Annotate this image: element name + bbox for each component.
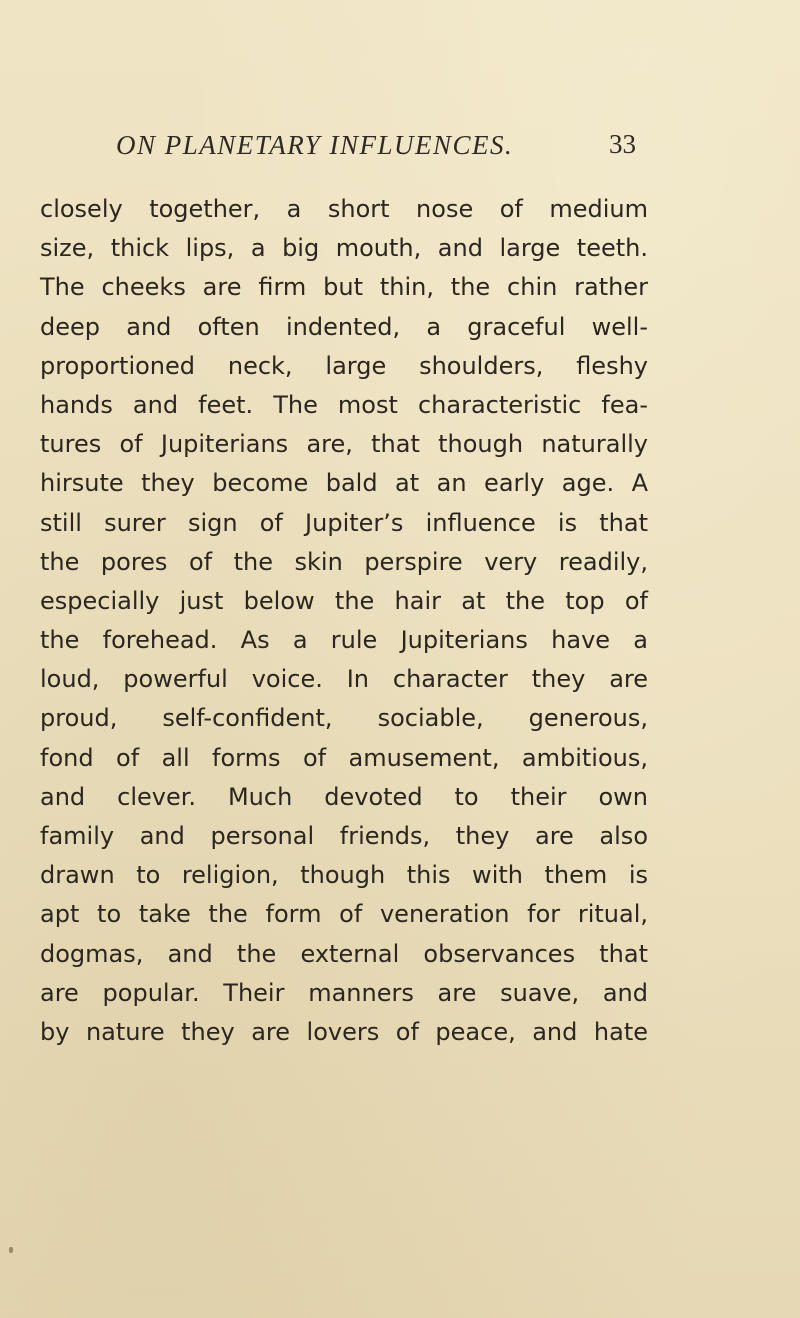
text-line: the pores of the skin perspire very readily, — [40, 547, 648, 576]
text-line: hands and feet. The most characteristic fea- — [40, 390, 648, 419]
text-line: family and personal friends, they are also — [40, 822, 648, 850]
text-line: proud, self-confident, sociable, generous, — [40, 704, 648, 733]
text-line: the forehead. As a rule Jupiterians have a — [40, 626, 648, 655]
text-line: size, thick lips, a big mouth, and large teeth. — [40, 234, 648, 263]
text-line: fond of all forms of amusement, ambitious, — [40, 743, 648, 772]
text-line: still surer sign of Jupiter’s influence is that — [40, 508, 648, 537]
text-line: are popular. Their manners are suave, and — [40, 978, 648, 1007]
text-line: loud, powerful voice. In character they are — [40, 665, 648, 694]
text-line: especially just below the hair at the top of — [40, 586, 648, 615]
text-line: and clever. Much devoted to their own — [40, 782, 648, 811]
text-line: hirsute they become bald at an early age. A — [40, 469, 648, 498]
text-line: drawn to religion, though this with them is — [40, 861, 648, 890]
text-line: closely together, a short nose of medium — [40, 195, 648, 223]
text-line: by nature they are lovers of peace, and hate — [40, 1017, 648, 1046]
text-line: apt to take the form of veneration for ritual, — [40, 900, 648, 929]
text-line: dogmas, and the external observances that — [40, 939, 648, 968]
text-line: deep and often indented, a graceful well- — [40, 312, 648, 341]
text-line: tures of Jupiterians are, that though naturally — [40, 430, 648, 459]
body-paragraph — [40, 190, 648, 1052]
page-number: 33 — [609, 129, 636, 159]
text-line: The cheeks are firm but thin, the chin rather — [40, 273, 648, 302]
text-line: proportioned neck, large shoulders, fleshy — [40, 351, 648, 380]
running-head-title: ON PLANETARY INFLUENCES. — [116, 130, 514, 160]
paper-speck — [9, 1247, 13, 1253]
